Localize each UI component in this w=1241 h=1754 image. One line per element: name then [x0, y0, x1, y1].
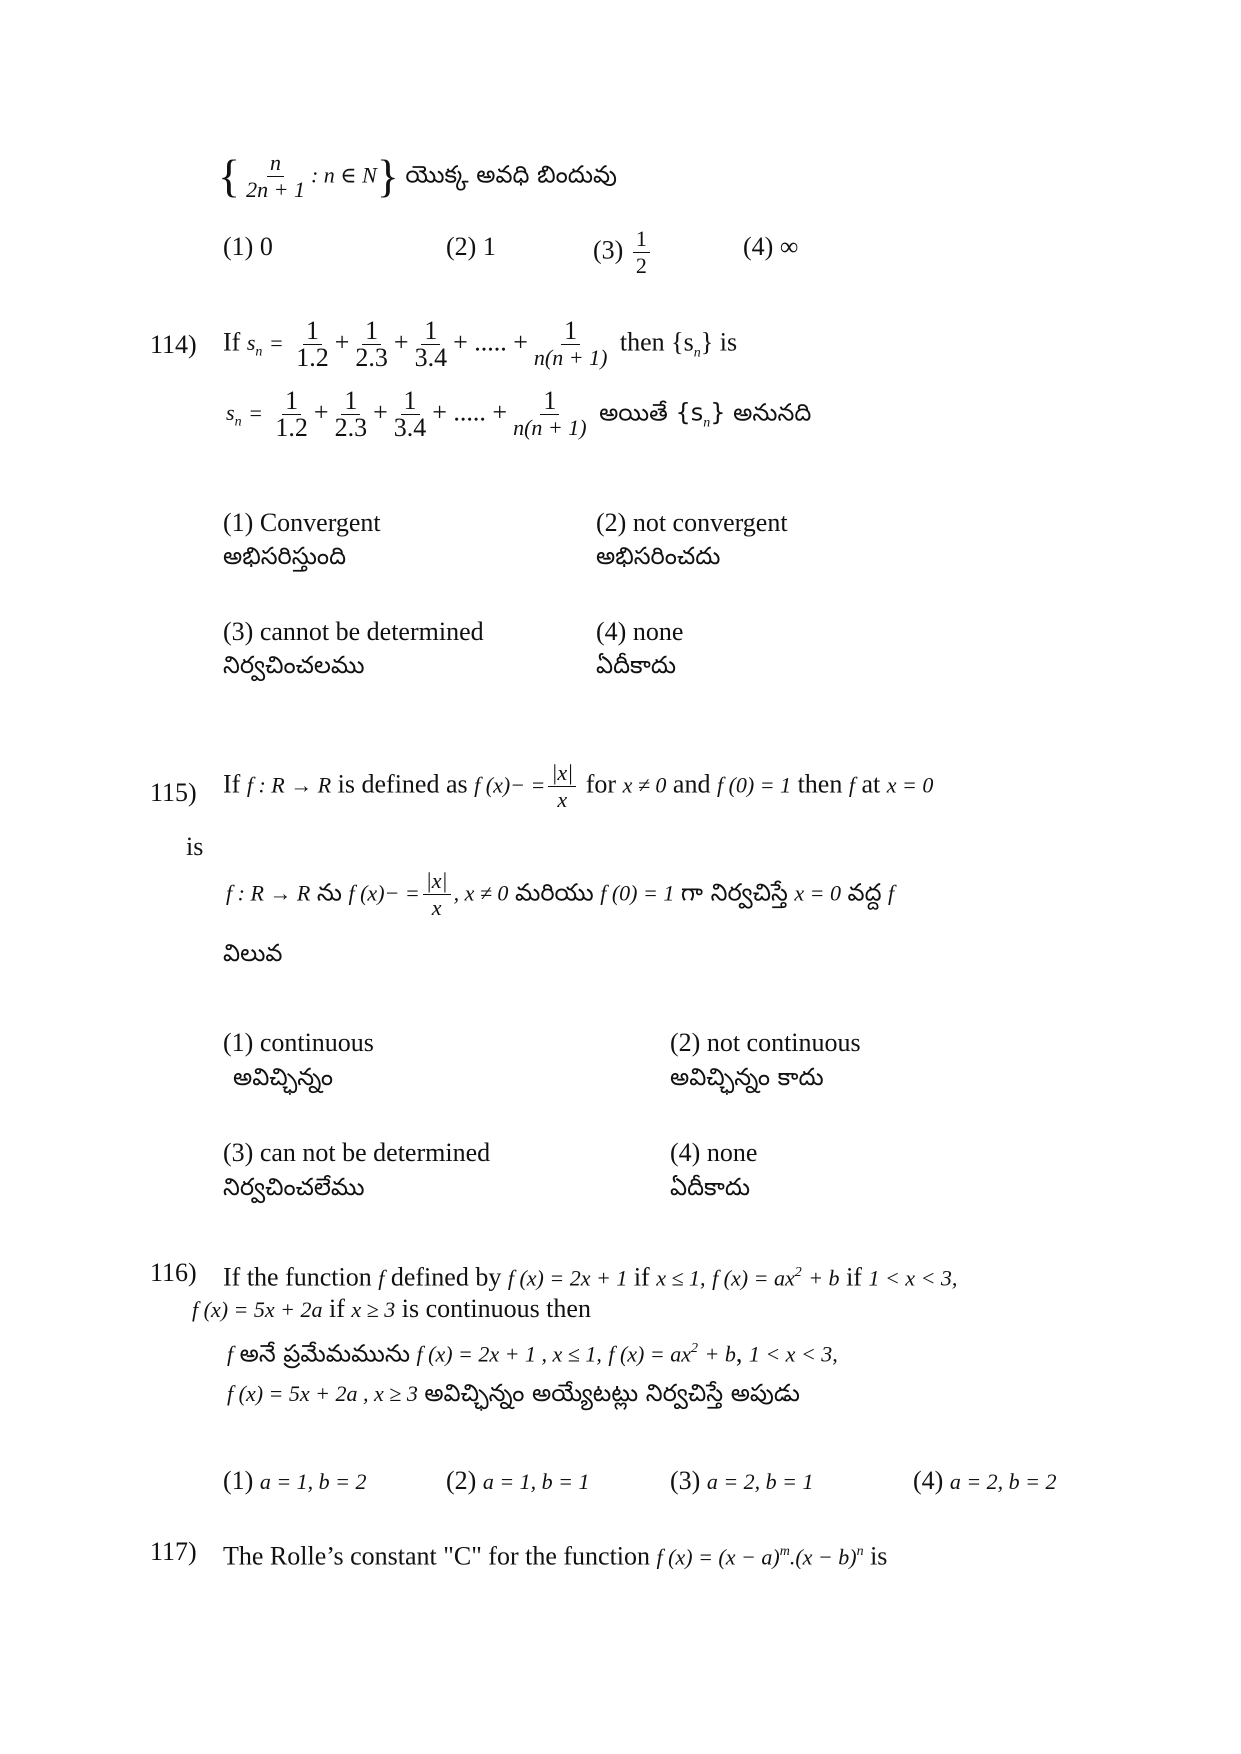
q115-option-1-te: అవిచ్ఛిన్నం: [233, 1063, 334, 1091]
q114-term-2: $\frac{1}{2.3}$: [355, 316, 388, 372]
q115-option-4-te: ఏదీకాదు: [670, 1173, 751, 1201]
q116-stem-en-1: If the function f defined by f (x) = 2x + 1 if x ≤ 1, f $(x) = ax^2 + b$ if 1 < x < 3,: [223, 1262, 958, 1292]
q115-option-4-en: (4) none: [670, 1138, 758, 1167]
q114-stem-te: $s_n$ = $\frac{1}{1.2}$ + $\frac{1}{2.3}$ + $\frac{1}{3.4}$ + ..... + $\frac{1}{n(n + 1)}$ అయితే $\{s_n\}$ అనునది: [226, 386, 812, 442]
q116-stem-en-2: f (x) = 5x + 2a if x ≥ 3 is continuous then: [192, 1294, 591, 1323]
q114-te-term-3: $\frac{1}{3.4}$: [393, 386, 427, 442]
q114-option-1-te: అభిసరిస్తుంది: [223, 542, 347, 570]
q114-te-term-2: $\frac{1}{2.3}$: [334, 386, 368, 442]
q113-text-te: యొక్క అవధి బిందువు: [405, 160, 617, 189]
q115-stem-te: f : R → R ను f (x)− = $\frac{|x|}{x}$ , x ≠ 0 మరియు f (0) = 1 గా నిర్వచిస్తే x = 0 వద్ద f: [226, 868, 895, 920]
q113-option-1: (1) 0: [223, 232, 273, 261]
q114-term-last: $\frac{1}{n(n + 1)}$: [533, 316, 608, 370]
q115-option-2-en: (2) not continuous: [670, 1028, 861, 1057]
q114-sn: $s_n$: [246, 330, 263, 360]
q115-abs-fraction: $\frac{|x|}{x}$: [548, 760, 576, 813]
q116-option-3: (3) a = 2, b = 1: [670, 1466, 814, 1495]
q114-term-1: $\frac{1}{1.2}$: [296, 316, 329, 372]
q113-option-4: (4) ∞: [743, 232, 799, 261]
q115-option-3-te: నిర్వచించలేము: [223, 1173, 365, 1201]
q113-stem: { $\frac{n}{2n + 1}$ : n ∈ N} యొక్క అవధి బిందువు: [218, 150, 617, 202]
q115-number: 115): [150, 778, 197, 807]
q114-option-1-en: (1) Convergent: [223, 508, 381, 537]
q114-te-term-last: $\frac{1}{n(n + 1)}$: [513, 386, 587, 440]
q117-stem: The Rolle’s constant "C" for the function f $(x) = (x - a)^m.(x - b)^n$ is: [223, 1541, 888, 1571]
q116-option-2: (2) a = 1, b = 1: [446, 1466, 590, 1495]
q115-stem-te-2: విలువ: [223, 939, 283, 967]
left-brace: {: [218, 150, 241, 202]
q115-stem-en: If f : R → R is defined as f (x)− = $\frac{|x|}{x}$ for x ≠ 0 and f (0) = 1 then f at x = 0: [223, 760, 934, 812]
q116-stem-te-1: f అనే ప్రమేమమును f (x) = 2x + 1 , x ≤ 1, f $(x) = ax^2 + b$, 1 < x < 3,: [227, 1338, 838, 1368]
q116-option-4: (4) a = 2, b = 2: [913, 1466, 1057, 1495]
q115-option-3-en: (3) can not be determined: [223, 1138, 491, 1167]
q114-option-2-te: అభిసరించదు: [596, 542, 721, 570]
q114-stem-en: If $s_n$ = $\frac{1}{1.2}$ + $\frac{1}{2.3}$ + $\frac{1}{3.4}$ + ..... + $\frac{1}{n(n + 1)}$ then $\{s_n\}$ is: [223, 316, 738, 372]
q114-option-3-te: నిర్వచించలము: [223, 651, 365, 679]
q116-number: 116): [150, 1258, 197, 1287]
q114-option-3-en: (3) cannot be determined: [223, 617, 484, 646]
q114-te-term-1: $\frac{1}{1.2}$: [275, 386, 308, 442]
q114-option-4-te: ఏదీకాదు: [596, 651, 677, 679]
q115-option-1-en: (1) continuous: [223, 1028, 374, 1057]
q113-fraction: $\frac{n}{2n + 1}$: [246, 150, 305, 202]
q113-option-3: (3) $\frac{1}{2}$: [593, 226, 653, 279]
q115-option-2-te: అవిచ్ఛిన్నం కాదు: [670, 1063, 824, 1091]
q114-sn-te: $s_n$: [226, 400, 242, 430]
q114-option-4-en: (4) none: [596, 617, 684, 646]
right-brace: }: [376, 150, 399, 202]
q114-option-2-en: (2) not convergent: [596, 508, 788, 537]
q113-option-2: (2) 1: [446, 232, 496, 261]
q117-number: 117): [150, 1537, 197, 1566]
q114-term-3: $\frac{1}{3.4}$: [414, 316, 448, 372]
q114-number: 114): [150, 330, 197, 359]
q113-opt3-fraction: $\frac{1}{2}$: [633, 226, 650, 279]
q115-te-abs-fraction: $\frac{|x|}{x}$: [423, 868, 451, 921]
q116-option-1: (1) a = 1, b = 2: [223, 1466, 367, 1495]
q116-stem-te-2: f (x) = 5x + 2a , x ≥ 3 అవిచ్ఛిన్నం అయ్యేటట్లు నిర్వచిస్తే అపుడు: [227, 1379, 800, 1407]
q115-stem-is: is: [186, 832, 204, 861]
